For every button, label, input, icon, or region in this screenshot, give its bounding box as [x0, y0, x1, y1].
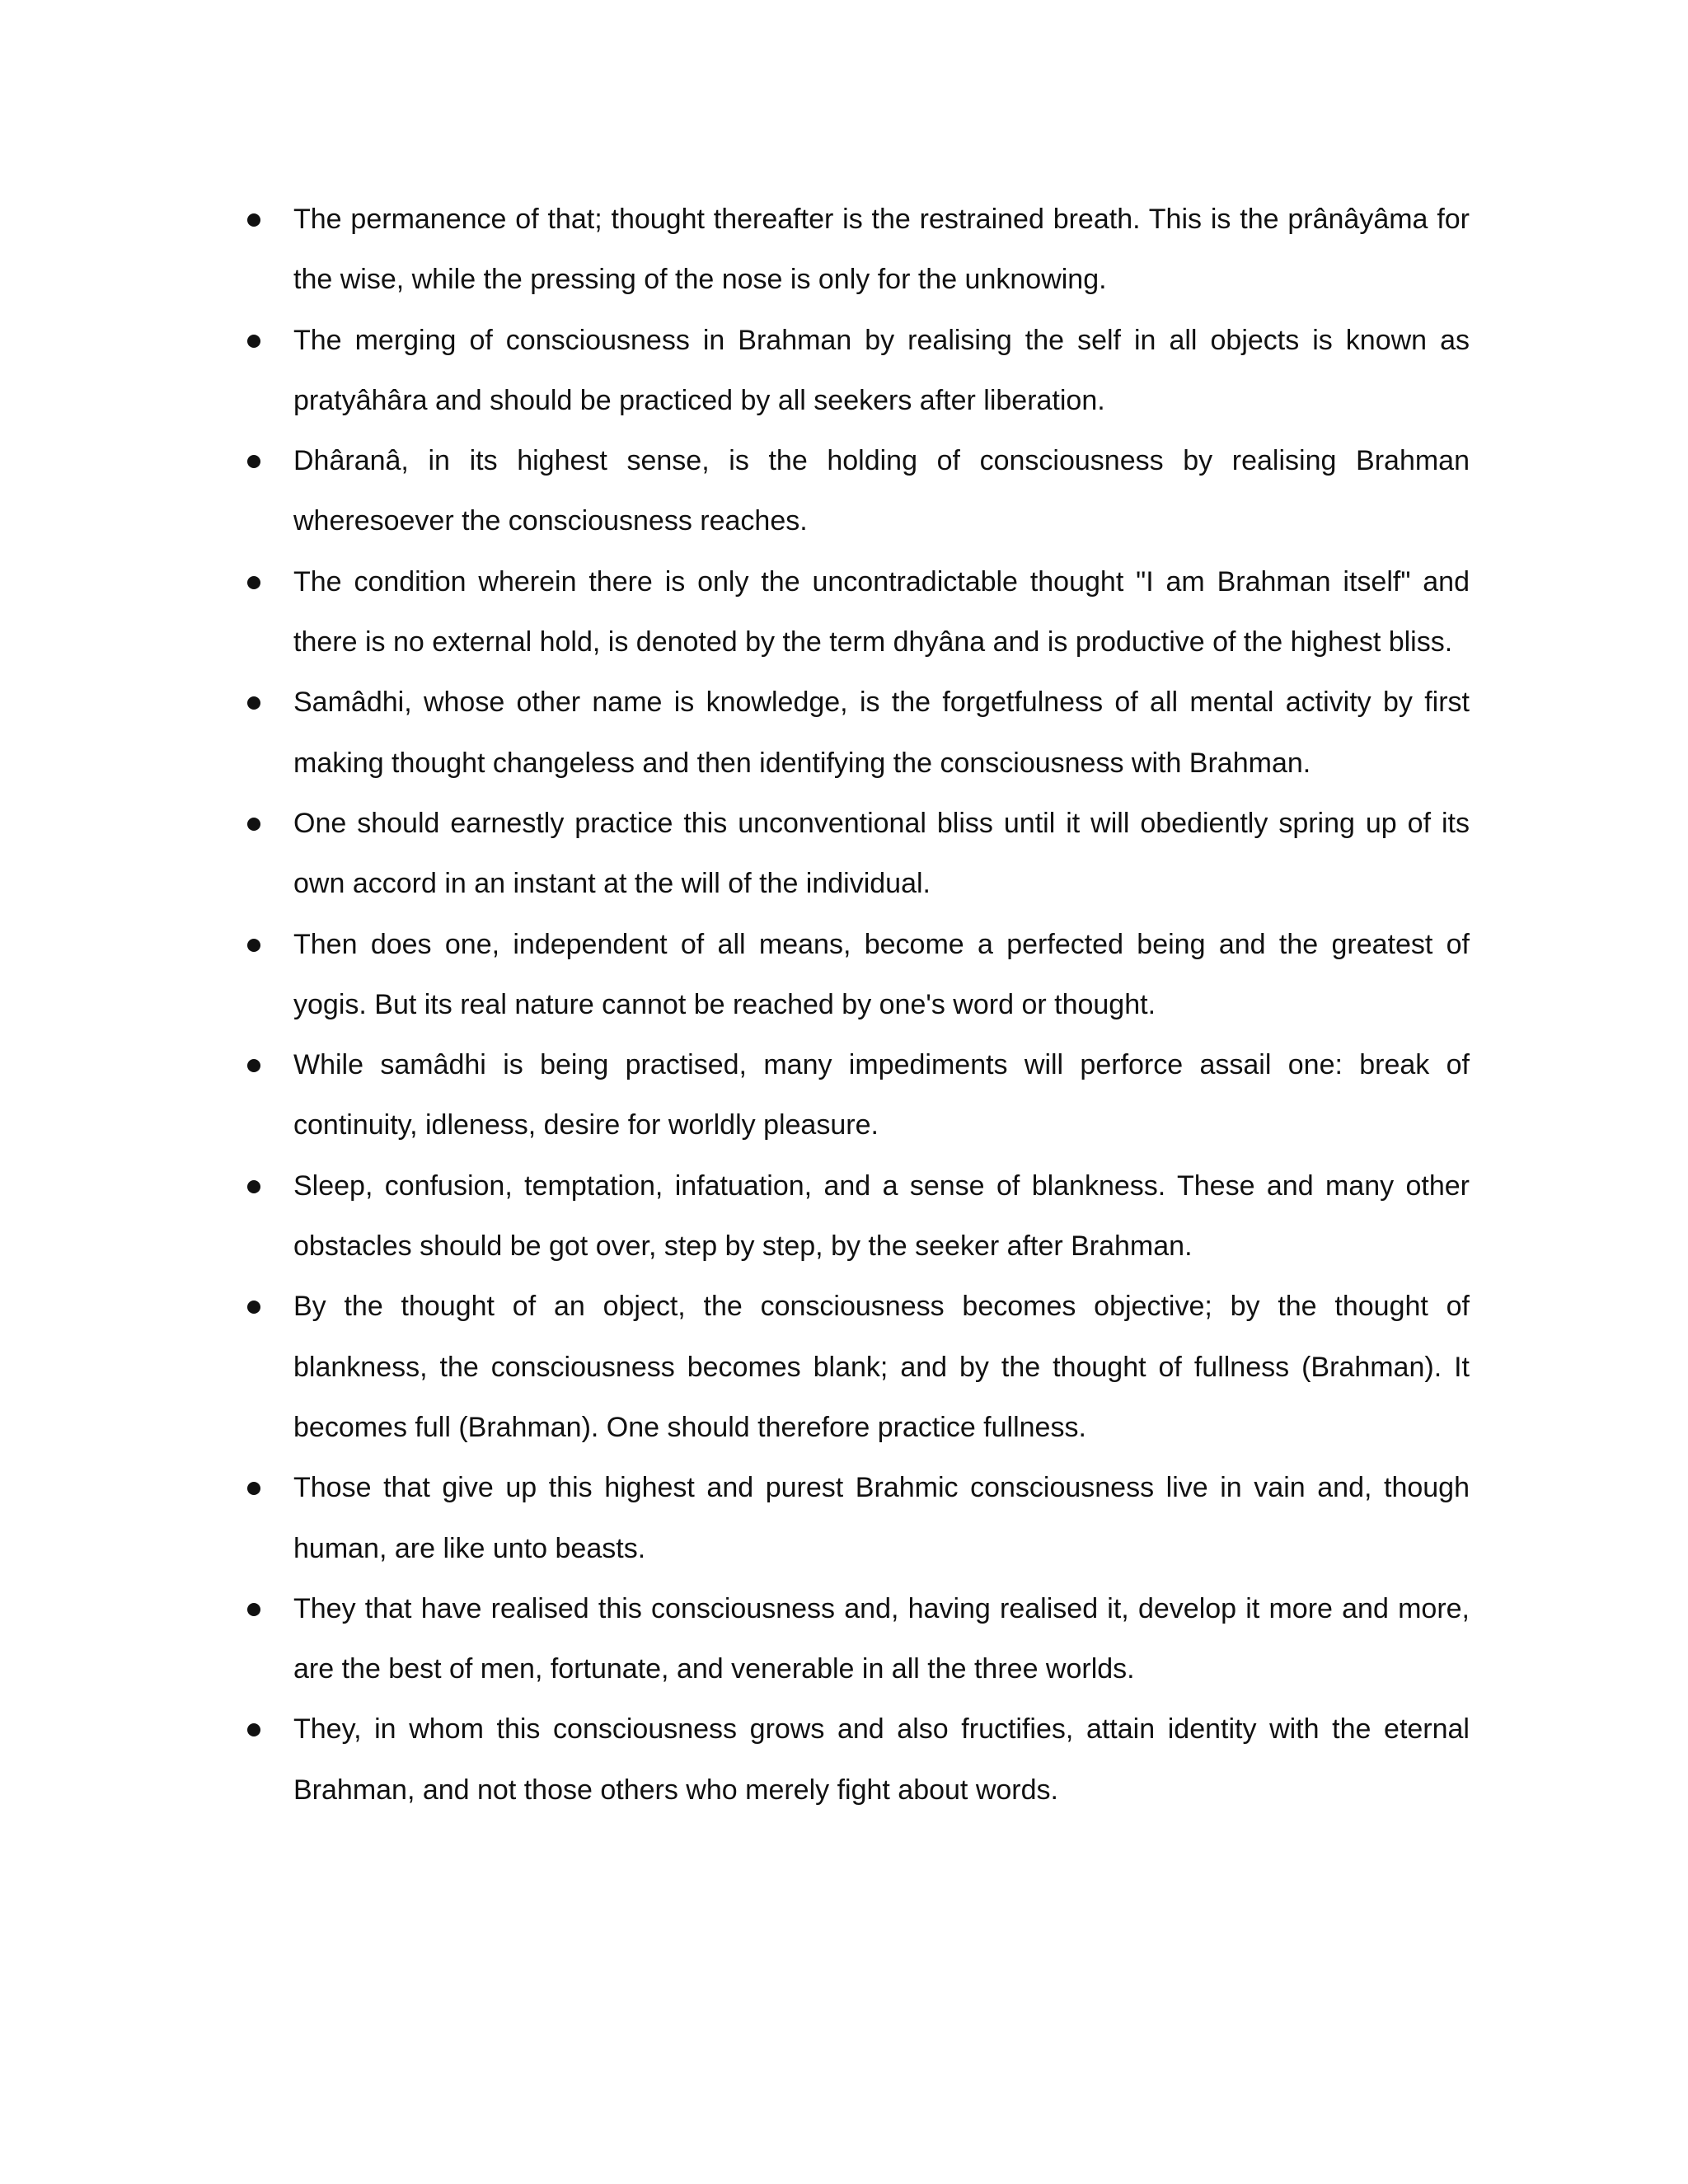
bullet-icon — [247, 818, 260, 831]
bullet-icon — [247, 1059, 260, 1072]
list-item — [247, 1699, 1470, 1821]
list-item-text: One should earnestly practice this unconventional bliss until it will obediently spring up of its own accord in an instant at the will of the individual. — [293, 807, 1470, 900]
list-item — [247, 1458, 1470, 1579]
list-item-text: By the thought of an object, the consciousness becomes objective; by the thought of blankness, the consciousness becomes blank; and by the thought of fullness (Brahman). It becomes full (Brahman). One should therefore practice fullness. — [293, 1291, 1470, 1443]
list-item-text: They that have realised this consciousness and, having realised it, develop it more and more, are the best of men, fortunate, and venerable in all the three worlds. — [293, 1592, 1470, 1685]
list-item — [247, 431, 1470, 552]
bullet-icon — [247, 1301, 260, 1314]
list-item — [247, 311, 1470, 432]
bullet-icon — [247, 335, 260, 348]
list-item-text: Dhâranâ, in its highest sense, is the holding of consciousness by realising Brahman wheresoever the consciousness reaches. — [293, 445, 1470, 537]
bullet-icon — [247, 576, 260, 589]
list-item — [247, 794, 1470, 915]
list-item — [247, 1579, 1470, 1700]
list-item — [247, 673, 1470, 794]
bullet-icon — [247, 455, 260, 468]
bullet-icon — [247, 939, 260, 952]
list-item — [247, 1035, 1470, 1156]
bullet-icon — [247, 696, 260, 710]
list-item-text: Samâdhi, whose other name is knowledge, is the forgetfulness of all mental activity by first making thought changeless and then identifying the consciousness with Brahman. — [293, 687, 1470, 779]
list-item — [247, 1156, 1470, 1277]
list-item-text: Sleep, confusion, temptation, infatuation, and a sense of blankness. These and many other obstacles should be got over, step by step, by the seeker after Brahman. — [293, 1169, 1470, 1263]
list-item-text: The permanence of that; thought thereafter is the restrained breath. This is the prânâyâma for the wise, while the pressing of the nose is only for the unknowing. — [293, 204, 1470, 296]
list-item-text: They, in whom this consciousness grows and also fructifies, attain identity with the eternal Brahman, and not those others who merely fight about words. — [293, 1713, 1470, 1806]
list-item — [247, 1277, 1470, 1458]
bullet-icon — [247, 213, 260, 227]
bullet-icon — [247, 1482, 260, 1495]
list-item-text: Then does one, independent of all means, become a perfected being and the greatest of yogis. But its real nature cannot be reached by one's word or thought. — [293, 928, 1470, 1020]
list-item-text: The condition wherein there is only the uncontradictable thought "I am Brahman itself" and there is no external hold, is denoted by the term dhyâna and is productive of the highest bliss. — [293, 565, 1470, 658]
list-item-text: Those that give up this highest and purest Brahmic consciousness live in vain and, though human, are like unto beasts. — [293, 1472, 1470, 1564]
bullet-list — [247, 190, 1470, 1821]
list-item-text: The merging of consciousness in Brahman by realising the self in all objects is known as pratyâhâra and should be practiced by all seekers after liberation. — [293, 324, 1470, 416]
bullet-icon — [247, 1603, 260, 1616]
bullet-icon — [247, 1180, 260, 1193]
list-item — [247, 552, 1470, 673]
list-item — [247, 915, 1470, 1036]
list-item-text: While samâdhi is being practised, many impediments will perforce assail one: break of continuity, idleness, desire for worldly pleasure. — [293, 1049, 1470, 1141]
list-item — [247, 190, 1470, 311]
bullet-icon — [247, 1723, 260, 1736]
